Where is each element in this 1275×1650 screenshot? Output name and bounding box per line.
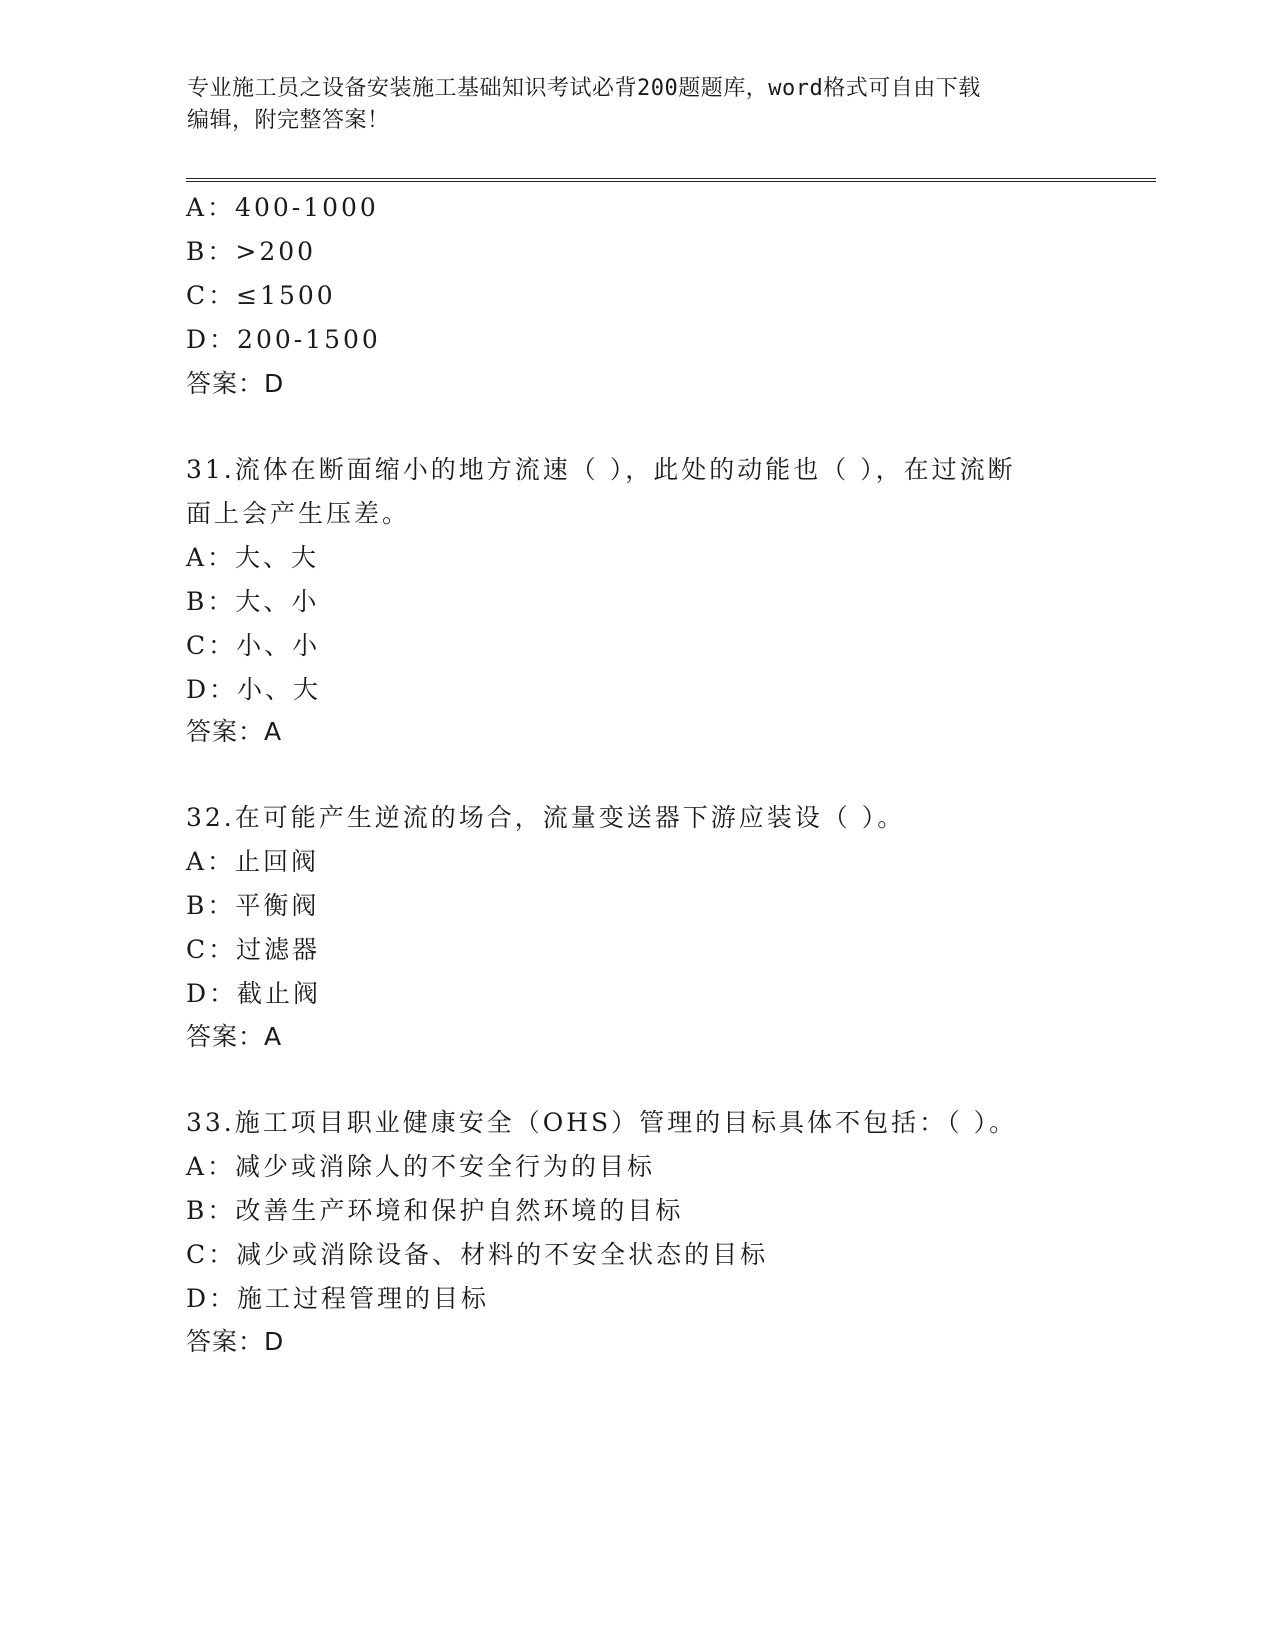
option-c: C：减少或消除设备、材料的不安全状态的目标 bbox=[186, 1240, 769, 1269]
option-c: C：过滤器 bbox=[186, 935, 321, 964]
option-a: A：400-1000 bbox=[186, 193, 379, 222]
answer-label: 答案：D bbox=[186, 369, 285, 398]
header-title-line-2: 编辑，附完整答案！ bbox=[187, 108, 390, 133]
question-stem: 32.在可能产生逆流的场合，流量变送器下游应装设（ ）。 bbox=[186, 803, 906, 832]
header-title-line-1: 专业施工员之设备安装施工基础知识考试必背200题题库，word格式可自由下载 bbox=[187, 76, 981, 101]
question-stem-continued: 面上会产生压差。 bbox=[186, 499, 411, 528]
option-d: D：小、大 bbox=[186, 675, 322, 704]
option-a: A：大、大 bbox=[186, 543, 320, 572]
option-d: D：200-1500 bbox=[186, 325, 381, 354]
document-header bbox=[187, 73, 1067, 137]
option-c: C：小、小 bbox=[186, 631, 321, 660]
option-c: C：≤1500 bbox=[186, 281, 336, 310]
option-b: B：>200 bbox=[186, 237, 317, 266]
header-double-rule bbox=[186, 178, 1156, 182]
option-a: A：减少或消除人的不安全行为的目标 bbox=[186, 1152, 656, 1181]
option-d: D：截止阀 bbox=[186, 979, 322, 1008]
answer-label: 答案：A bbox=[186, 717, 283, 746]
option-b: B：改善生产环境和保护自然环境的目标 bbox=[186, 1196, 684, 1225]
answer-label: 答案：A bbox=[186, 1022, 283, 1051]
answer-label: 答案：D bbox=[186, 1327, 285, 1356]
option-a: A：止回阀 bbox=[186, 847, 320, 876]
question-stem: 31.流体在断面缩小的地方流速（ ），此处的动能也（ ），在过流断 bbox=[186, 455, 1016, 484]
option-d: D：施工过程管理的目标 bbox=[186, 1284, 490, 1313]
option-b: B：大、小 bbox=[186, 587, 320, 616]
question-stem: 33.施工项目职业健康安全（OHS）管理的目标具体不包括：（ ）。 bbox=[186, 1108, 1018, 1137]
option-b: B：平衡阀 bbox=[186, 891, 320, 920]
